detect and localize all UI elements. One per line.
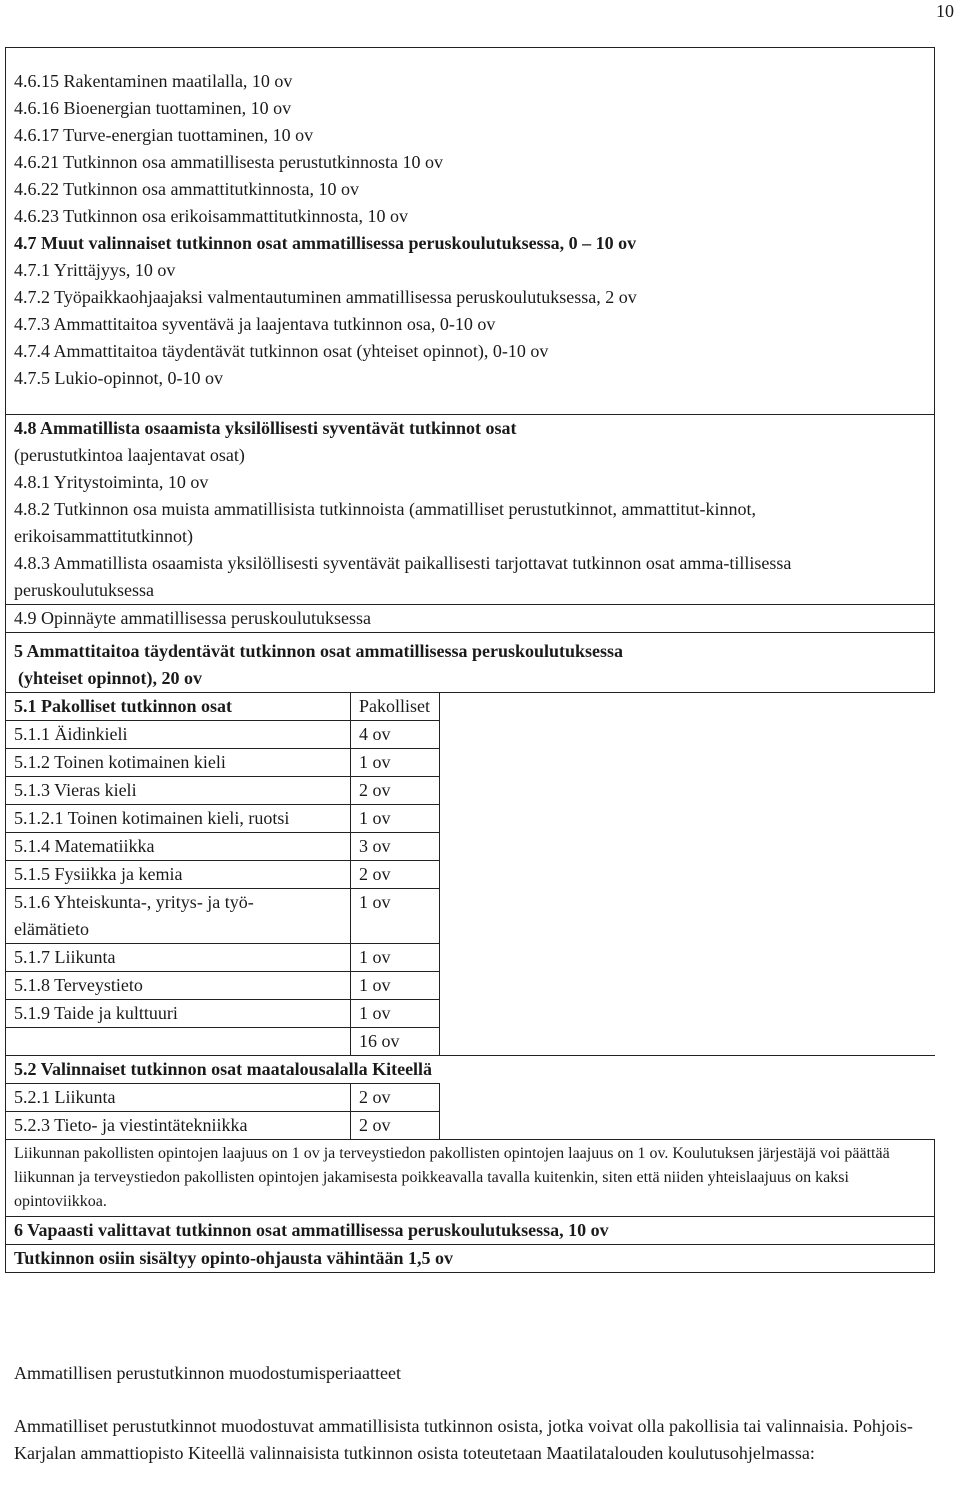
after-section [14,1360,944,1467]
table-row: 5.2.1 Liikunta 2 ov [6,1084,935,1112]
item-4-7-1: 4.7.1 Yrittäjyys, 10 ov [14,260,176,280]
table-row: 5.1.4 Matematiikka 3 ov [6,833,935,861]
table-row: 5.1.5 Fysiikka ja kemia 2 ov [6,861,935,889]
pakolliset-total: 16 ov [351,1028,440,1056]
page-number: 10 [936,1,954,21]
table-row: 5.1.3 Vieras kieli 2 ov [6,777,935,805]
item-4-7-3: 4.7.3 Ammattitaitoa syventävä ja laajentava tutkinnon osa, 0-10 ov [14,314,496,334]
table-row: 5.1.7 Liikunta 1 ov [6,944,935,972]
item-4-6-21: 4.6.21 Tutkinnon osa ammatillisesta perustutkinnosta 10 ov [14,152,443,172]
item-4-8-2: 4.8.2 Tutkinnon osa muista ammatillisista tutkinnoista (ammatilliset perustutkinnot, ammattitut-kinnot, erikoisammattitutkinnot) [14,499,756,546]
item-4-6-23: 4.6.23 Tutkinnon osa erikoisammattitutkinnosta, 10 ov [14,206,409,226]
valinnaiset-heading: 5.2 Valinnaiset tutkinnon osat maatalousalalla Kiteellä [6,1056,935,1084]
item-4-6-22: 4.6.22 Tutkinnon osa ammattitutkinnosta, 10 ov [14,179,360,199]
block-5-1 [6,693,935,1140]
total-row [6,1028,935,1056]
block-7 [6,1245,935,1273]
heading-6: 6 Vapaasti valittavat tutkinnon osat ammatillisessa peruskoulutuksessa, 10 ov [14,1220,609,1240]
pakolliset-heading: 5.1 Pakolliset tutkinnon osat [6,693,351,721]
opinto-ohjaus: Tutkinnon osiin sisältyy opinto-ohjausta vähintään 1,5 ov [14,1248,453,1268]
table-row: 5.1.1 Äidinkieli 4 ov [6,721,935,749]
item-4-8-3: 4.8.3 Ammatillista osaamista yksilöllisesti syventävät paikallisesti tarjottavat tutkinnon osat amma-tillisessa peruskoulutuksessa [14,553,792,600]
note-text: Liikunnan pakollisten opintojen laajuus on 1 ov ja terveystiedon pakollisten opintojen laajuus on 1 ov. Koulutuksen järjestäjä voi päättää liikunnan ja terveystiedon pakollisten opintojen jakamisesta poikkeavalla tavalla kuitenkin, siten että niiden yhteislaajuus on kaksi opintoviikkoa. [14,1145,890,1210]
item-4-7-5: 4.7.5 Lukio-opinnot, 0-10 ov [14,368,223,388]
note-row [6,1140,935,1217]
block-5 [6,633,935,693]
item-4-6-16: 4.6.16 Bioenergian tuottaminen, 10 ov [14,98,292,118]
pakolliset-heading-value: Pakolliset [351,693,440,721]
block-6 [6,1217,935,1245]
table-row: 5.1.2.1 Toinen kotimainen kieli, ruotsi 1 ov [6,805,935,833]
section-paragraph: Ammatilliset perustutkinnot muodostuvat ammatillisista tutkinnon osista, jotka voivat olla pakollisia tai valinnaisia. Pohjois-Karjalan ammattiopisto Kiteellä valinnaisista tutkinnon osista toteutetaan Maatilatalouden koulutusohjelmassa: [14,1416,913,1463]
table-row: 5.1.2 Toinen kotimainen kieli 1 ov [6,749,935,777]
item-4-8-1: 4.8.1 Yritystoiminta, 10 ov [14,472,209,492]
heading-5: 5 Ammattitaitoa täydentävät tutkinnon osat ammatillisessa peruskoulutuksessa [14,641,624,661]
item-4-6-15: 4.6.15 Rakentaminen maatilalla, 10 ov [14,71,293,91]
pakolliset-table [6,693,935,1139]
heading-5-sub: (yhteiset opinnot), 20 ov [18,668,202,688]
curriculum-table [5,47,935,1273]
block-4-8 [6,415,935,605]
table-row: 5.1.8 Terveystieto 1 ov [6,972,935,1000]
item-4-7-2: 4.7.2 Työpaikkaohjaajaksi valmentautuminen ammatillisessa peruskoulutuksessa, 2 ov [14,287,637,307]
heading-4-7: 4.7 Muut valinnaiset tutkinnon osat ammatillisessa peruskoulutuksessa, 0 – 10 ov [14,233,637,253]
table-row: 5.2.3 Tieto- ja viestintätekniikka 2 ov [6,1112,935,1140]
item-4-9: 4.9 Opinnäyte ammatillisessa peruskoulutuksessa [14,608,371,628]
block-4-6-4-7 [6,48,935,415]
block-4-9 [6,605,935,633]
valinnaiset-heading-row [6,1056,935,1084]
item-4-6-17: 4.6.17 Turve-energian tuottaminen, 10 ov [14,125,314,145]
heading-4-8: 4.8 Ammatillista osaamista yksilöllisesti syventävät tutkinnot osat [14,418,517,438]
table-row: 5.1.9 Taide ja kulttuuri 1 ov [6,1000,935,1028]
section-heading: Ammatillisen perustutkinnon muodostumisperiaatteet [14,1363,401,1383]
heading-4-8-sub: (perustutkintoa laajentavat osat) [14,445,245,465]
table-row: 5.1.6 Yhteiskunta-, yritys- ja työ-elämätieto 1 ov [6,889,935,944]
item-4-7-4: 4.7.4 Ammattitaitoa täydentävät tutkinnon osat (yhteiset opinnot), 0-10 ov [14,341,549,361]
